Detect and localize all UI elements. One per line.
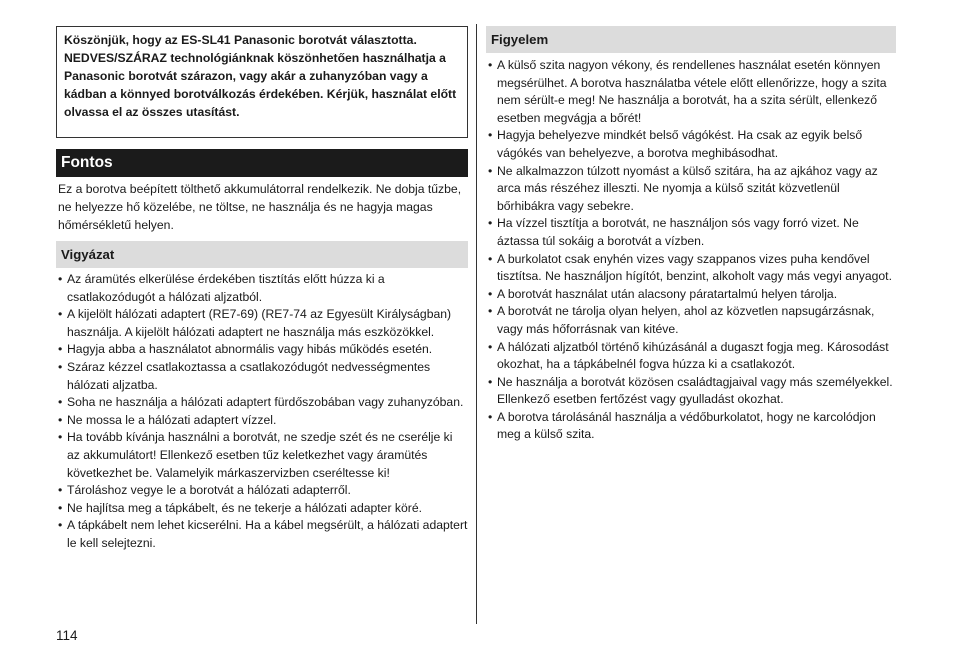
list-item: • A tápkábelt nem lehet kicserélni. Ha a kábel megsérült, a hálózati adaptert le kell selejtezni. xyxy=(56,517,468,552)
list-item: • Hagyja abba a használatot abnormális vagy hibás működés esetén. xyxy=(56,341,468,359)
list-item: • A borotvát ne tárolja olyan helyen, ahol az közvetlen napsugárzásnak, vagy más hőforrásnak van kitéve. xyxy=(486,303,896,338)
list-item: • Ha vízzel tisztítja a borotvát, ne használjon sós vagy forró vizet. Ne áztassa túl sokáig a borotvát a vízben. xyxy=(486,215,896,250)
list-item: • Az áramütés elkerülése érdekében tisztítás előtt húzza ki a csatlakozódugót a hálózati aljzatból. xyxy=(56,271,468,306)
list-item: • Ne alkalmazzon túlzott nyomást a külső szitára, ha az ajkához vagy az arca más részéhez illeszti. Ne nyomja a külső szitát közvetlenül bőrhibákra vagy sebekre. xyxy=(486,163,896,216)
list-item: • A hálózati aljzatból történő kihúzásánál a dugaszt fogja meg. Károsodást okozhat, ha a tápkábelnél fogva húzza ki a csatlakozót. xyxy=(486,339,896,374)
list-item: • Ne használja a borotvát közösen családtagjaival vagy más személyekkel. Ellenkező esetben fertőzést vagy gyulladást okozhat. xyxy=(486,374,896,409)
vigyazat-list xyxy=(56,271,468,553)
figyelem-list xyxy=(486,57,896,444)
left-column xyxy=(56,26,468,553)
list-item: • Tároláshoz vegye le a borotvát a hálózati adapterről. xyxy=(56,482,468,500)
vigyazat-heading: Vigyázat xyxy=(56,241,468,268)
figyelem-heading: Figyelem xyxy=(486,26,896,53)
list-item: • A borotva tárolásánál használja a védőburkolatot, hogy ne karcolódjon meg a külső szita. xyxy=(486,409,896,444)
list-item: • Hagyja behelyezve mindkét belső vágókést. Ha csak az egyik belső vágókés van behelyezve, a borotva meghibásodhat. xyxy=(486,127,896,162)
list-item: • Ha tovább kívánja használni a borotvát, ne szedje szét és ne cserélje ki az akkumulátort! Ellenkező esetben tűz keletkezhet vagy áramütés következhet be. Valamelyik márkaszervizben cseréltesse ki! xyxy=(56,429,468,482)
list-item: • Száraz kézzel csatlakoztassa a csatlakozódugót nedvességmentes hálózati aljzatba. xyxy=(56,359,468,394)
list-item: • A külső szita nagyon vékony, és rendellenes használat esetén könnyen megsérülhet. A borotva használatba vétele előtt ellenőrizze, hogy a szita nem sérült-e meg! Ne használja a borotvát, ha a szita sérült, ellenkező esetben megvágja a bőrét! xyxy=(486,57,896,127)
column-divider xyxy=(476,24,477,624)
list-item: • Ne hajlítsa meg a tápkábelt, és ne tekerje a hálózati adapter köré. xyxy=(56,500,468,518)
fontos-heading: Fontos xyxy=(56,149,468,177)
page-number: 114 xyxy=(56,628,78,643)
intro-box: Köszönjük, hogy az ES-SL41 Panasonic borotvát választotta. NEDVES/SZÁRAZ technológiánknak köszönhetően használhatja a Panasonic borotvát szárazon, vagy akár a zuhanyzóban vagy a kádban a könnyed borotválkozás érdekében. Kérjük, használat előtt olvassa el az összes utasítást. xyxy=(56,26,468,138)
list-item: • A borotvát használat után alacsony páratartalmú helyen tárolja. xyxy=(486,286,896,304)
list-item: • A kijelölt hálózati adaptert (RE7-69) (RE7-74 az Egyesült Királyságban) használja. A kijelölt hálózati adaptert ne használja más eszközökkel. xyxy=(56,306,468,341)
right-column xyxy=(486,26,896,444)
list-item: • A burkolatot csak enyhén vizes vagy szappanos vizes puha kendővel tisztítsa. Ne használjon hígítót, benzint, alkoholt vagy más vegyi anyagot. xyxy=(486,251,896,286)
list-item: • Ne mossa le a hálózati adaptert vízzel. xyxy=(56,412,468,430)
fontos-text: Ez a borotva beépített tölthető akkumulátorral rendelkezik. Ne dobja tűzbe, ne helyezze hő közelébe, ne töltse, ne használja és ne hagyja magas hőmérsékletű helyen. xyxy=(58,182,462,232)
list-item: • Soha ne használja a hálózati adaptert fürdőszobában vagy zuhanyzóban. xyxy=(56,394,468,412)
